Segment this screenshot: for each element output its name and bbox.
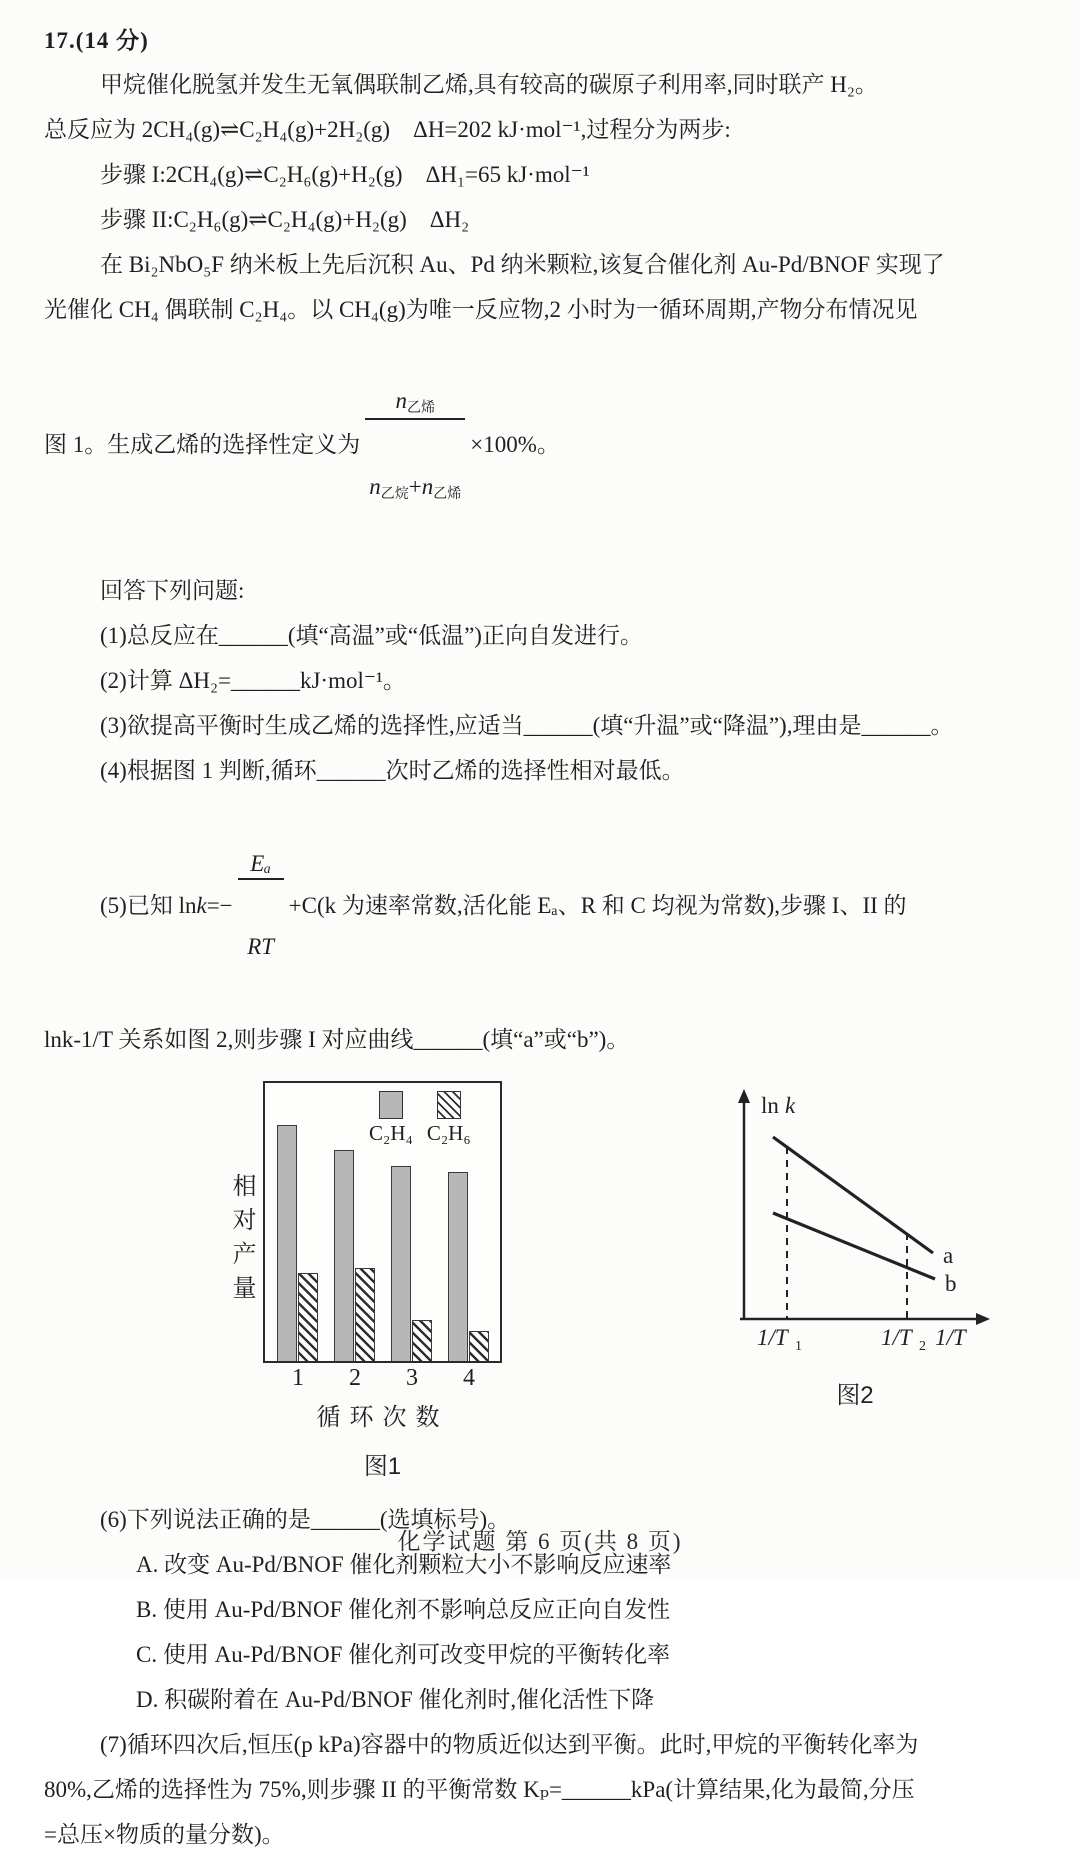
fig2-caption: 图2 <box>836 1382 874 1410</box>
fig1-y-axis-label: 相对产量 <box>228 1173 255 1310</box>
para2-line-2: 光催化 CH₄ 偶联制 C₂H₄。以 CH₄(g)为唯一反应物,2 小时为一循环周期,产物分布情况见 <box>44 297 918 322</box>
intro-line-1: 甲烷催化脱氢并发生无氧偶联制乙烯,具有较高的碳原子利用率,同时联产 H₂。 <box>100 72 878 97</box>
c2h4-swatch-icon <box>379 1091 403 1119</box>
fig2-label-a: a <box>943 1243 954 1269</box>
selectivity-suffix: ×100%。 <box>470 432 560 458</box>
step2-equation: 步骤 II:C₂H₆(g)⇌C₂H₄(g)+H₂(g) ΔH₂ <box>100 207 470 232</box>
question-7-line3: =总压×物质的量分数)。 <box>44 1822 285 1848</box>
question-1: (1)总反应在______(填“高温”或“低温”)正向自发进行。 <box>100 622 643 648</box>
fraction-denominator: n乙烷+n乙烯 <box>369 473 462 502</box>
fig2-label-b: b <box>945 1271 957 1297</box>
option-d: D. 积碳附着在 Au-Pd/BNOF 催化剂时,催化活性下降 <box>136 1687 655 1713</box>
option-a: A. 改变 Au-Pd/BNOF 催化剂颗粒大小不影响反应速率 <box>136 1552 672 1578</box>
answer-prompt: 回答下列问题: <box>100 577 245 603</box>
fig2-line-chart <box>695 1081 1015 1353</box>
para2-line-1: 在 Bi₂NbO₅F 纳米板上先后沉积 Au、Pd 纳米颗粒,该复合催化剂 Au-Pd/BNOF 实现了 <box>100 252 945 277</box>
fig1-category-labels <box>265 1363 500 1395</box>
fig2-y-arrow-icon <box>738 1089 750 1103</box>
fig1-cat-2: 2 <box>349 1365 361 1392</box>
fig2-tick-1T1: 1/T <box>757 1325 788 1351</box>
fig1-legend <box>369 1091 471 1146</box>
legend-item-c2h6 <box>427 1091 471 1146</box>
c2h6-legend-label: C₂H₆ <box>426 1121 471 1146</box>
c2h6-swatch-icon <box>437 1091 461 1119</box>
fig2-xaxis-label: 1/T <box>935 1325 966 1351</box>
bar-c2h6-cycle-3 <box>412 1320 432 1361</box>
option-c: C. 使用 Au-Pd/BNOF 催化剂可改变甲烷的平衡转化率 <box>136 1642 671 1668</box>
question-5-line2: lnk-1/T 关系如图 2,则步骤 I 对应曲线______(填“a”或“b”)。 <box>44 1027 630 1053</box>
q5-fraction: $\frac{\text{Eₐ}}{RT}$ <box>238 798 284 1014</box>
figures-row <box>44 1081 1056 1481</box>
legend-item-c2h4 <box>369 1091 413 1146</box>
figure-2 <box>695 1081 1015 1410</box>
bar-c2h4-cycle-1 <box>277 1125 297 1361</box>
fraction-numerator: n乙烯 <box>365 388 465 420</box>
fig2-line-a <box>773 1137 933 1253</box>
bar-c2h4-cycle-3 <box>391 1166 411 1361</box>
fig1-cat-1: 1 <box>292 1365 304 1392</box>
page-footer: 化学试题 第 6 页(共 8 页) <box>397 1529 683 1554</box>
question-4: (4)根据图 1 判断,循环______次时乙烯的选择性相对最低。 <box>100 757 685 783</box>
overall-reaction: 总反应为 2CH₄(g)⇌C₂H₄(g)+2H₂(g) ΔH=202 kJ·mol⁻¹,过程分为两步: <box>44 117 731 142</box>
fig2-tick-1T2-sub: 2 <box>919 1339 926 1354</box>
question-7-line2: 80%,乙烯的选择性为 75%,则步骤 II 的平衡常数 Kₚ=______kPa(计算结果,化为最简,分压 <box>44 1777 915 1803</box>
question-6: (6)下列说法正确的是______(选填标号)。 <box>100 1507 511 1533</box>
bar-c2h4-cycle-4 <box>448 1172 468 1361</box>
bar-c2h4-cycle-2 <box>334 1150 354 1361</box>
bar-c2h6-cycle-1 <box>298 1273 318 1361</box>
question-17-block <box>44 26 1056 1850</box>
fig1-x-axis-label: 循环次数 <box>316 1404 449 1432</box>
question-3: (3)欲提高平衡时生成乙烯的选择性,应适当______(填“升温”或“降温”),理由是______。 <box>100 712 954 738</box>
question-7-line1: (7)循环四次后,恒压(p kPa)容器中的物质近似达到平衡。此时,甲烷的平衡转化率为 <box>100 1732 919 1758</box>
fig2-tick-1T1-sub: 1 <box>795 1339 802 1354</box>
question-number: 17.(14 分) <box>44 28 149 53</box>
bar-c2h6-cycle-4 <box>469 1331 489 1361</box>
selectivity-prefix: 图 1。生成乙烯的选择性定义为 <box>44 432 361 458</box>
c2h4-legend-label: C₂H₄ <box>369 1121 413 1146</box>
bar-c2h6-cycle-2 <box>355 1268 375 1361</box>
step1-equation: 步骤 I:2CH₄(g)⇌C₂H₆(g)+H₂(g) ΔH₁=65 kJ·mol⁻¹ <box>100 162 590 187</box>
selectivity-definition <box>44 335 1056 556</box>
fig2-ylabel-k: k <box>785 1093 796 1119</box>
question-5-line1: (5)已知 ln k =− $\frac{\text{Eₐ}}{RT}$ +C(k 为速率常数,活化能 Eₐ、R 和 C 均视为常数),步骤 I、II 的 <box>44 798 1056 1014</box>
fig1-cat-4: 4 <box>463 1365 475 1392</box>
fig1-caption: 图1 <box>363 1453 402 1481</box>
figure-1 <box>224 1081 607 1481</box>
fig2-line-b <box>773 1213 935 1279</box>
selectivity-fraction <box>365 335 465 556</box>
fig2-ylabel-ln: ln <box>761 1093 779 1119</box>
option-b: B. 使用 Au-Pd/BNOF 催化剂不影响总反应正向自发性 <box>136 1597 671 1623</box>
question-2: (2)计算 ΔH₂=______kJ·mol⁻¹。 <box>100 667 406 693</box>
fig1-cat-3: 3 <box>406 1365 418 1392</box>
fig2-x-arrow-icon <box>976 1313 990 1325</box>
fig1-plot-area <box>263 1081 502 1363</box>
fig2-tick-1T2: 1/T <box>881 1325 912 1351</box>
